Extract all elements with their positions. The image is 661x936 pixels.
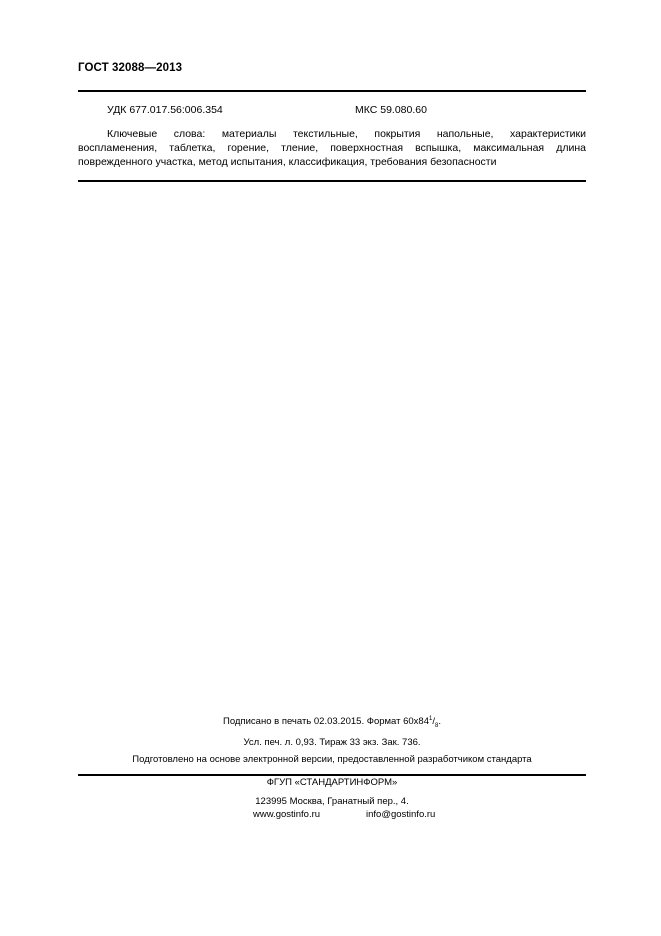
top-rule — [78, 90, 586, 92]
signed-to-print-line: Подписано в печать 02.03.2015. Формат $60x84^1/_8$. — [223, 715, 441, 729]
signed-text: Подписано в печать 02.03.2015. Формат 60x84 — [223, 716, 429, 727]
format-superscript: 1 — [429, 715, 433, 722]
mks-code: МКС 59.080.60 — [355, 104, 427, 116]
imprint-rule — [78, 774, 586, 776]
email-link[interactable]: info@gostinfo.ru — [366, 809, 436, 820]
publisher-name: ФГУП «СТАНДАРТИНФОРМ» — [266, 777, 398, 788]
udk-code: УДК 677.017.56:006.354 — [107, 104, 223, 116]
publisher-address: 123995 Москва, Гранатный пер., 4. — [255, 796, 409, 807]
website-link[interactable]: www.gostinfo.ru — [253, 809, 321, 820]
format-subscript: 8 — [434, 722, 439, 729]
gost-code-header: ГОСТ 32088—2013 — [78, 62, 183, 74]
print-sheets-line: Усл. печ. л. 0,93. Тираж 33 экз. Зак. 736. — [243, 737, 421, 748]
keywords-paragraph: Ключевые слова: материалы текстильные, покрытия напольные, характеристики воспламенения, таблетка, горение, тление, поверхностная вспышка, максимальная длина поврежденного участка, метод испытания, классификация, требования безопасности — [78, 128, 586, 168]
prepared-note: Подготовлено на основе электронной версии, предоставленной разработчиком стандарта — [132, 754, 532, 765]
keywords-bottom-rule — [78, 180, 586, 182]
signed-suffix: . — [438, 716, 441, 727]
